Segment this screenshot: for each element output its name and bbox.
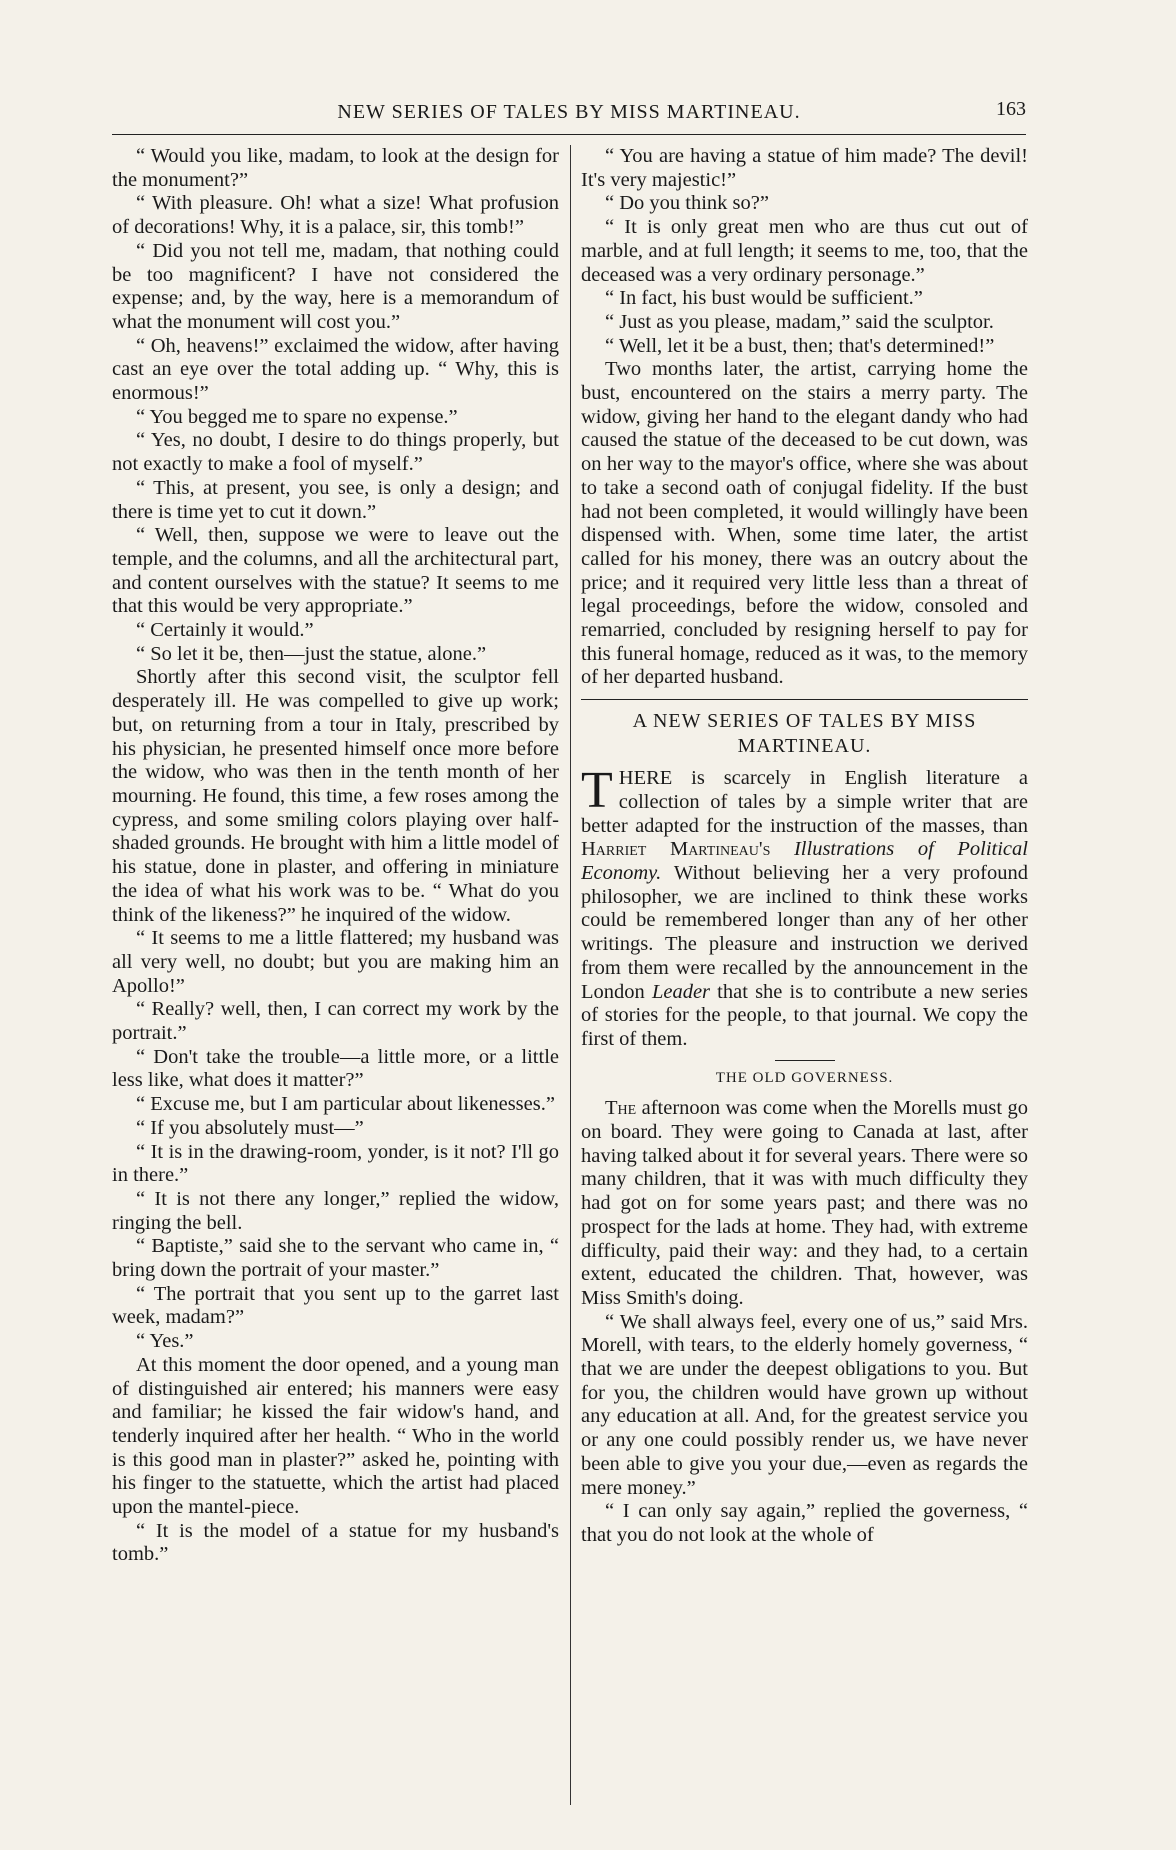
- left-column: [112, 145, 559, 1805]
- story-lead-word: The: [605, 1097, 637, 1120]
- author-name: Harriet Martineau's: [581, 838, 771, 861]
- paragraph: “ You begged me to spare no expense.”: [136, 405, 458, 428]
- paragraph: “ You are having a statue of him made? The devil! It's very majestic!”: [581, 145, 1028, 191]
- book-title: Illustrations of Political Economy.: [581, 838, 1028, 884]
- column-divider: [570, 145, 571, 1805]
- page-number: 163: [996, 98, 1026, 120]
- paragraph: Shortly after this second visit, the sculptor fell desperately ill. He was compelled to give up work; but, on returning from a tour in Italy, prescribed by his physician, he presented himself once more before the widow, who was then in the tenth month of her mourning. He found, this time, a few roses among the cypress, and some smiling colors playing over half-shaded grounds. He brought with him a little model of his statue, done in plaster, and offering in miniature the idea of what his work was to be. “ What do you think of the likeness?” he inquired of the widow.: [112, 666, 559, 926]
- section-rule: [581, 699, 1028, 700]
- intro-closing: that she is to contribute a new series of stories for the people, to that journal. We copy the first of them.: [581, 980, 1028, 1050]
- paragraph: “ Yes, no doubt, I desire to do things properly, but not exactly to make a fool of myself.”: [112, 429, 559, 476]
- paragraph: “ Oh, heavens!” exclaimed the widow, after having cast an eye over the total adding up. “ Why, this is enormous!”: [112, 334, 559, 405]
- paragraph: “ With pleasure. Oh! what a size! What profusion of decorations! Why, it is a palace, sir, this tomb!”: [112, 192, 559, 239]
- story-title: THE OLD GOVERNESS.: [715, 1069, 894, 1086]
- paragraph: “ Well, then, suppose we were to leave out the temple, and the columns, and all the architectural part, and content ourselves with the statue? It seems to me that this would be very appropriate.”: [112, 524, 559, 618]
- paragraph: “ Would you like, madam, to look at the design for the monument?”: [112, 145, 559, 191]
- paragraph: “ It is not there any longer,” replied the widow, ringing the bell.: [112, 1187, 559, 1234]
- paragraph: “ If you absolutely must—”: [136, 1116, 364, 1139]
- article-intro: [581, 762, 1028, 1051]
- short-rule: [775, 1060, 835, 1061]
- right-column: [581, 145, 1028, 1805]
- paragraph: “ I can only say again,” replied the governess, “ that you do not look at the whole of: [581, 1500, 1028, 1546]
- paragraph: At this moment the door opened, and a young man of distinguished air entered; his manners were easy and familiar; he kissed the fair widow's hand, and tenderly inquired after her health. “ Who in the world is this good man in plaster?” asked he, pointing with his finger to the statuette, which the artist had placed upon the mantel-piece.: [112, 1353, 559, 1519]
- paragraph: “ Did you not tell me, madam, that nothing could be too magnificent? I have not considered the expense; and, by the way, here is a memorandum of what the monument will cost you.”: [112, 239, 559, 333]
- paragraph: Two months later, the artist, carrying home the bust, encountered on the stairs a merry party. The widow, giving her hand to the elegant dandy who had caused the statue of the deceased to be cut down, was on her way to the mayor's office, where she was about to take a second oath of conjugal fidelity. If the bust had not been completed, it would willingly have been dispensed with. When, some time later, the artist called for his money, there was an outcry about the price; and it required very little less than a threat of legal proceedings, before the widow, consoled and remarried, concluded by resigning herself to pay for this funeral homage, reduced as it was, to the memory of her departed husband.: [581, 358, 1028, 689]
- intro-middle: Without believing her a very profound philosopher, we are inclined to think these works could be remembered longer than any of her other writings. The pleasure and instruction we derived from them were recalled by the announcement in the London: [581, 861, 1028, 1003]
- paragraph: “ Well, let it be a bust, then; that's determined!”: [605, 334, 995, 357]
- running-head: [112, 96, 1026, 135]
- paragraph: “ It seems to me a little flattered; my husband was all very well, no doubt; but you are making him an Apollo!”: [112, 927, 559, 997]
- paragraph: “ Yes.”: [136, 1330, 194, 1353]
- paragraph: “ So let it be, then—just the statue, alone.”: [136, 642, 487, 665]
- story-first-paragraph-rest: afternoon was come when the Morells must go on board. They were going to Canada at last, after having talked about it for several years. There were so many children, that it was with much difficulty they had got on for some years past; and there was no prospect for the lads at home. They had, with extreme difficulty, paid their way: and they had, to a certain extent, educated the children. That, however, was Miss Smith's doing.: [581, 1097, 1028, 1309]
- paragraph: “ It is only great men who are thus cut out of marble, and at full length; it seems to me, too, that the deceased was a very ordinary personage.”: [581, 216, 1028, 286]
- paragraph: “ Don't take the trouble—a little more, or a little less like, what does it matter?”: [112, 1045, 559, 1092]
- story-first-paragraph: [581, 1097, 1028, 1310]
- paragraph: “ It is the model of a statue for my husband's tomb.”: [112, 1519, 559, 1566]
- intro-opening: HERE is scarcely in English literature a collection of tales by a simple writer that are better adapted for the instruction of the masses, than: [581, 767, 1028, 837]
- paragraph: “ This, at present, you see, is only a design; and there is time yet to cut it down.”: [112, 476, 559, 523]
- article-heading: A NEW SERIES OF TALES BY MISS MARTINEAU.: [632, 710, 977, 758]
- paper-name: Leader: [651, 980, 711, 1003]
- paragraph: “ We shall always feel, every one of us,” said Mrs. Morell, with tears, to the elderly homely governess, “ that we are under the deepest obligations to you. But for you, the children would have grown up without any education at all. And, for the greatest service you or any one could possibly render us, we have never been able to give you your due,—even as regards the mere money.”: [581, 1310, 1028, 1499]
- paragraph: “ Just as you please, madam,” said the sculptor.: [605, 310, 994, 333]
- paragraph: “ Certainly it would.”: [136, 619, 314, 642]
- paragraph: “ Do you think so?”: [605, 192, 769, 215]
- paragraph: “ In fact, his bust would be sufficient.”: [605, 287, 923, 310]
- paragraph: “ Excuse me, but I am particular about likenesses.”: [136, 1093, 555, 1116]
- running-title: NEW SERIES OF TALES BY MISS MARTINEAU.: [337, 101, 801, 123]
- dropcap: T: [581, 762, 613, 820]
- paragraph: “ The portrait that you sent up to the garret last week, madam?”: [112, 1282, 559, 1329]
- paragraph: “ Really? well, then, I can correct my work by the portrait.”: [112, 998, 559, 1045]
- paragraph: “ It is in the drawing-room, yonder, is it not? I'll go in there.”: [112, 1140, 559, 1187]
- paragraph: “ Baptiste,” said she to the servant who came in, “ bring down the portrait of your master.”: [112, 1235, 559, 1282]
